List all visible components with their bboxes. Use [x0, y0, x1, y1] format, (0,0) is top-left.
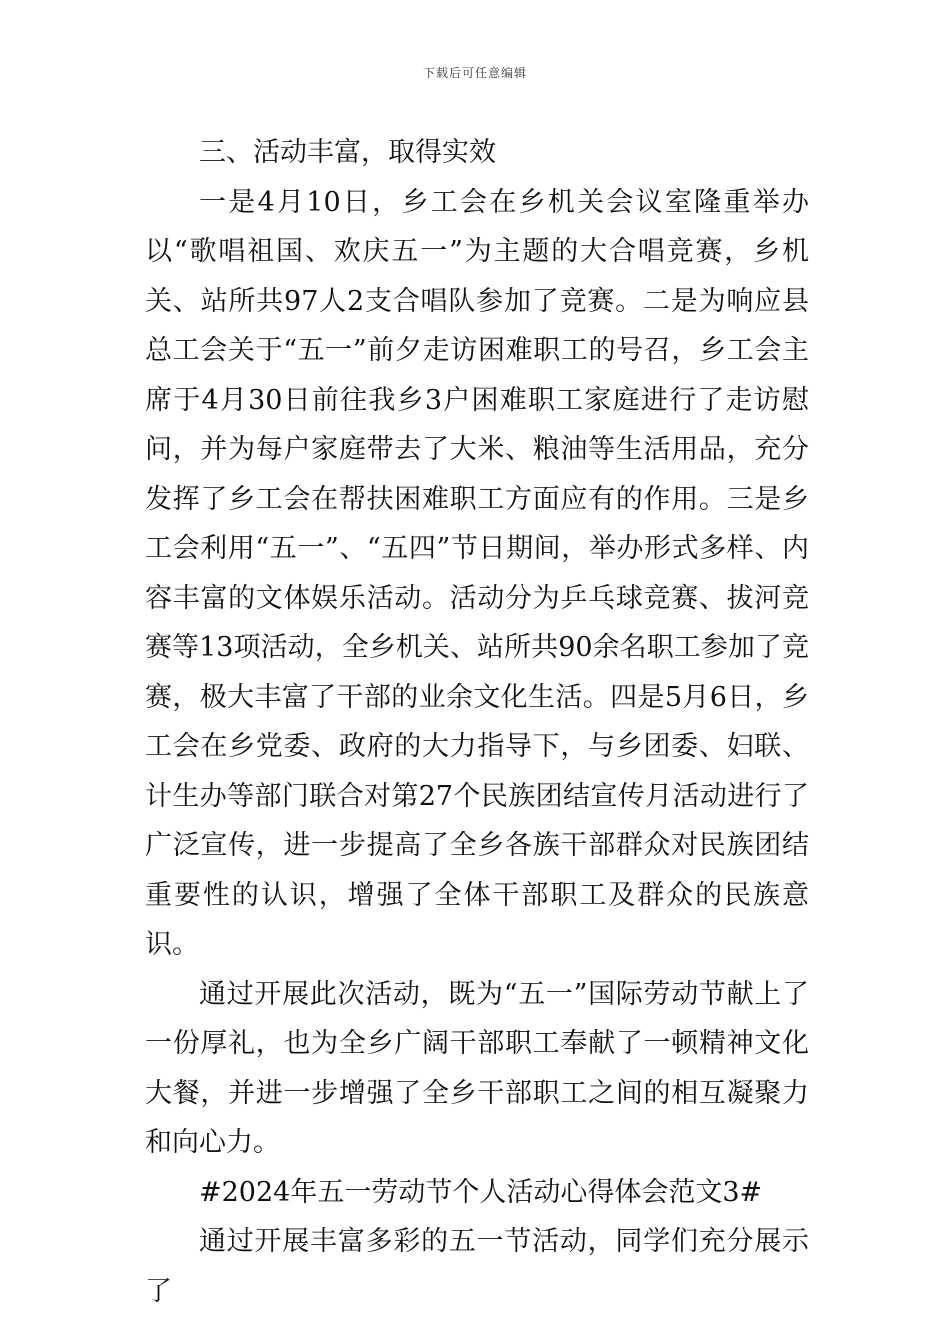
activities-paragraph: 一是4月10日，乡工会在乡机关会议室隆重举办以“歌唱祖国、欢庆五一”为主题的大合唱竞赛，乡机关、站所共97人2支合唱队参加了竞赛。二是为响应县总工会关于“五一”前夕走访困难职工的号召，乡工会主席于4月30日前往我乡3户困难职工家庭进行了走访慰问，并为每户家庭带去了大米、粮油等生活用品，充分发挥了乡工会在帮扶困难职工方面应有的作用。三是乡工会利用“五一”、“五四”节日期间，举办形式多样、内容丰富的文体娱乐活动。活动分为乒乓球竞赛、拔河竞赛等13项活动，全乡机关、站所共90余名职工参加了竞赛，极大丰富了干部的业余文化生活。四是5月6日，乡工会在乡党委、政府的大力指导下，与乡团委、妇联、计生办等部门联合对第27个民族团结宣传月活动进行了广泛宣传，进一步提高了全乡各族干部群众对民族团结重要性的认识，增强了全体干部职工及群众的民族意识。: [145, 186, 809, 960]
document-body: [145, 128, 809, 1316]
essay-title: #2024年五一劳动节个人活动心得体会范文3#: [199, 1176, 763, 1208]
section-heading: 三、活动丰富，取得实效: [199, 137, 496, 168]
essay-opening-paragraph: 通过开展丰富多彩的五一节活动，同学们充分展示了: [145, 1226, 809, 1307]
page-header-note: 下载后可任意编辑: [422, 66, 527, 80]
summary-paragraph: 通过开展此次活动，既为“五一”国际劳动节献上了一份厚礼，也为全乡广阔干部职工奉献了一顿精神文化大餐，并进一步增强了全乡干部职工之间的相互凝聚力和向心力。: [145, 978, 809, 1158]
